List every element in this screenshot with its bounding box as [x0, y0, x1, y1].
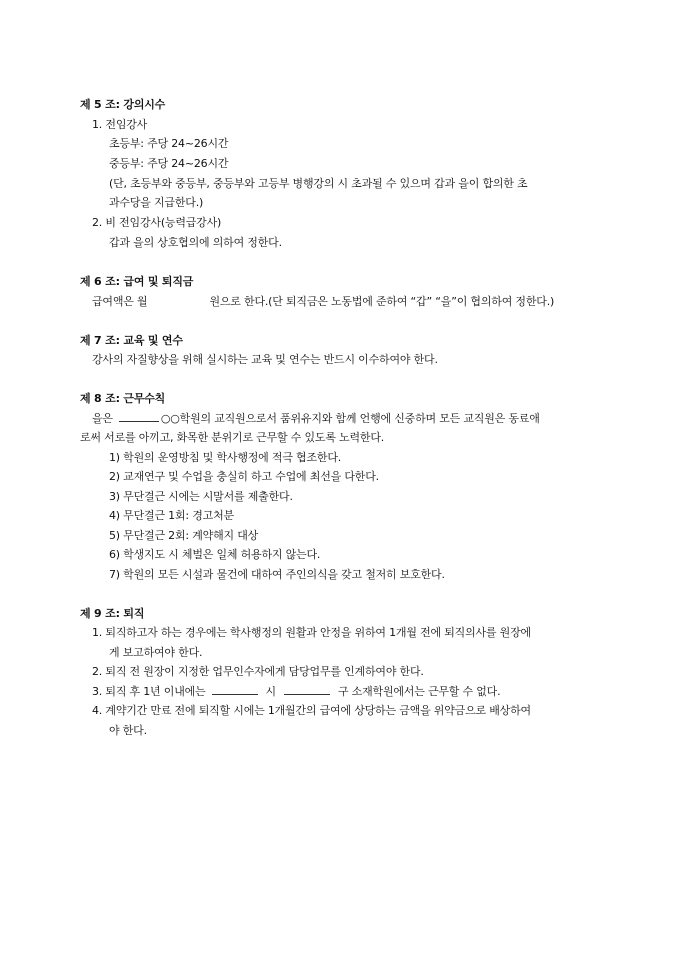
article-6-text: [92, 295, 554, 309]
article-9-item-3-end: 구 소재학원에서는 근무할 수 없다.: [337, 685, 501, 698]
article-6-text-start: 급여액은 월: [92, 295, 148, 308]
article-5-title: 제 5 조: 강의시수: [80, 98, 166, 111]
article-8-intro-line-1: [92, 412, 540, 426]
city-blank: [212, 685, 258, 695]
article-9-item-3-city-label: 시: [265, 685, 276, 698]
article-7-title: 제 7 조: 교육 및 연수: [80, 334, 183, 347]
article-5-item-2: 2. 비 전임강사(능력급강사): [92, 216, 222, 229]
article-9-item-1-line-2: 게 보고하여야 한다.: [109, 646, 203, 659]
article-8-rule-5: 5) 무단결근 2회: 계약해지 대상: [109, 529, 259, 542]
article-8-title: 제 8 조: 근무수칙: [80, 392, 166, 405]
article-5-elementary-hours: 초등부: 주당 24~26시간: [109, 137, 229, 150]
article-9-item-3-start: 3. 퇴직 후 1년 이내에는: [92, 685, 206, 698]
article-8-intro-start: 을은: [92, 412, 113, 425]
article-9-item-1-line-1: 1. 퇴직하고자 하는 경우에는 학사행정의 원활과 안정을 위하여 1개월 전에 퇴직의사를 원장에: [92, 626, 531, 639]
article-8-rule-3: 3) 무단결근 시에는 시말서를 제출한다.: [109, 490, 293, 503]
article-9-item-2: 2. 퇴직 전 원장이 지정한 업무인수자에게 담당업무를 인계하여야 한다.: [92, 665, 424, 678]
article-5-middle-hours: 중등부: 주당 24~26시간: [109, 157, 229, 170]
article-8-intro-rest: ○○학원의 교직원으로서 품위유지와 함께 언행에 신중하며 모든 교직원은 동료애: [160, 412, 540, 425]
article-8-rule-2: 2) 교재연구 및 수업을 충실히 하고 수업에 최선을 다한다.: [109, 470, 379, 483]
article-5-note-line-1: (단, 초등부와 중등부, 중등부와 고등부 병행강의 시 초과될 수 있으며 갑과 을이 합의한 초: [109, 177, 528, 190]
teacher-name-blank: [119, 412, 159, 422]
article-5-item-2-text: 갑과 을의 상호협의에 의하여 정한다.: [109, 236, 282, 249]
article-9-item-4-line-2: 야 한다.: [109, 724, 147, 737]
article-7-text: 강사의 자질향상을 위해 실시하는 교육 및 연수는 반드시 이수하여야 한다.: [92, 353, 438, 366]
article-8-intro-line-2: 로써 서로를 아끼고, 화목한 분위기로 근무할 수 있도록 노력한다.: [80, 431, 385, 444]
article-9-item-3: [92, 685, 500, 699]
article-8-rule-4: 4) 무단결근 1회: 경고처분: [109, 509, 234, 522]
article-8-rule-7: 7) 학원의 모든 시설과 물건에 대하여 주인의식을 갖고 철저히 보호한다.: [109, 568, 445, 581]
article-9-item-4-line-1: 4. 계약기간 만료 전에 퇴직할 시에는 1개월간의 급여에 상당하는 금액을 위약금으로 배상하여: [92, 704, 531, 717]
article-5-item-1: 1. 전임강사: [92, 118, 148, 131]
article-8-rule-1: 1) 학원의 운영방침 및 학사행정에 적극 협조한다.: [109, 451, 342, 464]
article-8-rule-6: 6) 학생지도 시 체벌은 일체 허용하지 않는다.: [109, 548, 321, 561]
district-blank: [284, 685, 330, 695]
article-5-note-line-2: 과수당을 지급한다.): [109, 196, 204, 209]
article-9-title: 제 9 조: 퇴직: [80, 607, 145, 620]
article-6-text-end: 원으로 한다.(단 퇴직금은 노동법에 준하여 “갑” “을”이 협의하여 정한다.): [209, 295, 555, 308]
article-6-title: 제 6 조: 급여 및 퇴직금: [80, 275, 194, 288]
